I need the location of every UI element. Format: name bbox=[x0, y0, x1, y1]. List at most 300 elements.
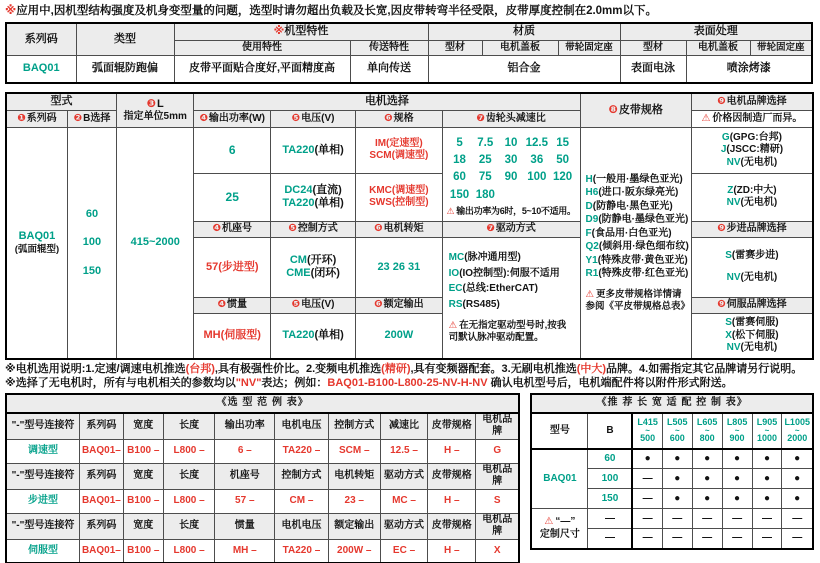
use-feature-header: 使用特性 bbox=[174, 40, 350, 55]
b-col-label: B选择 bbox=[83, 112, 111, 124]
th: 电机转矩 bbox=[328, 463, 380, 489]
voltage-value: TA220 bbox=[282, 143, 315, 156]
servo-brand-header bbox=[691, 297, 813, 313]
b-value: 60 bbox=[85, 207, 99, 220]
th: 系列码 bbox=[79, 413, 123, 440]
fit-mark: — bbox=[752, 509, 782, 529]
series-col-header bbox=[6, 110, 67, 127]
th-connector: "-"型号连接符 bbox=[6, 463, 79, 489]
profile2-header: 型材 bbox=[620, 40, 686, 55]
drive-code: MC bbox=[448, 252, 465, 264]
fit-mark: ● bbox=[752, 449, 782, 469]
belt-desc: (倾斜用·绿色细布纹) bbox=[598, 241, 689, 253]
spec-value: IM(定速型) bbox=[374, 137, 423, 149]
belt-code: Y1 bbox=[585, 254, 598, 266]
fit-mark: ● bbox=[782, 469, 813, 489]
surface-header: 表面处理 bbox=[620, 23, 812, 40]
drive-warning-text: 在无指定驱动型号时,按我司默认脉冲驱动配置。 bbox=[448, 320, 567, 344]
brand-desc: (无电机) bbox=[740, 271, 778, 283]
base-value-cell: 57(步进型) bbox=[194, 237, 271, 297]
belt-item bbox=[586, 268, 689, 281]
ratio: 90 bbox=[504, 171, 518, 184]
th-connector: "-"型号连接符 bbox=[6, 513, 79, 539]
drive-warning bbox=[445, 320, 578, 344]
series-code-value: BAQ01 bbox=[6, 55, 76, 83]
torque-col-label: 电机转矩 bbox=[383, 223, 424, 235]
fit-mark: ● bbox=[722, 449, 752, 469]
series-cell bbox=[6, 127, 67, 359]
num-1-badge: ❶ bbox=[17, 112, 26, 124]
rated-out-col-label: 额定输出 bbox=[383, 299, 424, 311]
use-feature-value: 皮带平面贴合度好,平面精度高 bbox=[174, 55, 350, 83]
brand-item bbox=[694, 272, 810, 285]
servo-brand-cell bbox=[691, 313, 813, 359]
feature-label: 机型特性 bbox=[284, 25, 329, 38]
brand-item bbox=[694, 330, 810, 343]
ctrl-code: CME bbox=[286, 267, 311, 280]
drive-code: EC bbox=[448, 283, 463, 295]
belt-code: F bbox=[585, 227, 592, 239]
brand-item bbox=[694, 132, 810, 145]
brand-desc: (雷赛伺服) bbox=[731, 317, 779, 329]
material-value: 铝合金 bbox=[428, 55, 620, 83]
l-range-bottom: 500 bbox=[640, 432, 656, 443]
voltage-cell-3 bbox=[271, 313, 356, 359]
fit-mark: ● bbox=[692, 469, 722, 489]
power-25-cell: 25 bbox=[194, 173, 271, 221]
th: 皮带规格 bbox=[428, 513, 476, 539]
th: 控制方式 bbox=[328, 413, 380, 440]
fit-mark: — bbox=[632, 509, 662, 529]
th: 驱动方式 bbox=[380, 513, 428, 539]
belt-code: Q2 bbox=[585, 241, 599, 253]
ratio: 30 bbox=[504, 154, 518, 166]
model-part: CM – bbox=[275, 489, 329, 513]
paint-value: 喷涂烤漆 bbox=[686, 55, 812, 83]
note-seg: ※电机选用说明:1.定速/调速电机推选 bbox=[5, 363, 186, 376]
cover2-header: 电机盖板 bbox=[686, 40, 750, 55]
inertia-col-label: 惯量 bbox=[226, 299, 247, 311]
model-part: EC – bbox=[380, 539, 428, 563]
num-7-badge: ❼ bbox=[486, 223, 495, 235]
fit-l-header bbox=[662, 413, 692, 449]
model-part: BAQ01– bbox=[79, 489, 123, 513]
brand-code: J bbox=[720, 144, 727, 156]
belt-desc: (特殊皮带·红色亚光) bbox=[598, 268, 689, 280]
fit-mark: — bbox=[692, 529, 722, 549]
brand-code: NV bbox=[726, 197, 741, 209]
num-2-badge: ❷ bbox=[73, 112, 83, 124]
th: 驱动方式 bbox=[380, 463, 428, 489]
length-header bbox=[117, 93, 194, 127]
drive-col-label: 驱动方式 bbox=[495, 223, 536, 235]
fit-mark: — bbox=[662, 529, 692, 549]
th: 系列码 bbox=[79, 463, 123, 489]
l-range-bottom: 1000 bbox=[756, 432, 777, 443]
voltage-col-header bbox=[271, 110, 356, 127]
l-range-bottom: 600 bbox=[669, 432, 685, 443]
ratio: 12.5 bbox=[525, 136, 549, 149]
model-part: MH – bbox=[215, 539, 275, 563]
fit-mark: — bbox=[662, 509, 692, 529]
belt-code: D bbox=[585, 200, 593, 212]
brand-desc: (雷赛步进) bbox=[731, 250, 779, 262]
note-seg-red: BAQ01-B100-L800-25-NV-H-NV bbox=[327, 377, 488, 390]
model-part: S bbox=[476, 489, 520, 513]
brand-item bbox=[694, 317, 810, 330]
torque-value-cell: 23 26 31 bbox=[356, 237, 443, 297]
belt-spec-cell bbox=[580, 127, 691, 359]
fit-b-value: — bbox=[588, 509, 632, 529]
th: 皮带规格 bbox=[428, 413, 476, 440]
belt-desc: (防静电·墨绿色亚光) bbox=[598, 214, 689, 226]
th: 机座号 bbox=[215, 463, 275, 489]
brand-desc: (无电机) bbox=[740, 342, 778, 354]
brand-desc: (ZD:中大) bbox=[733, 184, 777, 196]
voltage-value: TA220 bbox=[282, 329, 315, 342]
model-part: H – bbox=[428, 489, 476, 513]
fit-b-value: 150 bbox=[588, 489, 632, 509]
step-brand-cell bbox=[691, 237, 813, 297]
spec-cell-1 bbox=[356, 127, 443, 173]
type-header: 类型 bbox=[76, 23, 174, 55]
brand-item bbox=[694, 185, 810, 198]
model-type: 伺服型 bbox=[6, 539, 79, 563]
spec-value: SCM(调速型) bbox=[369, 150, 429, 162]
drive-col-header bbox=[442, 221, 580, 237]
voltage-desc: (单相) bbox=[314, 329, 344, 342]
brand-code: S bbox=[725, 250, 732, 262]
brand-desc: (GPG:台邦) bbox=[729, 131, 782, 143]
voltage-cell-2 bbox=[271, 173, 356, 221]
ratio: 5 bbox=[456, 136, 463, 149]
l-range-sep: ~ bbox=[674, 426, 680, 436]
note-seg: ※选择了无电机时，所有与电机相关的参数均以 bbox=[5, 377, 236, 390]
ratio: 36 bbox=[530, 154, 544, 166]
gear-ratio-cell bbox=[442, 127, 580, 221]
num-4-badge: ❹ bbox=[212, 223, 221, 235]
th-connector: "-"型号连接符 bbox=[6, 413, 79, 440]
voltage-desc: (直流) bbox=[312, 183, 342, 196]
belt-item bbox=[586, 241, 689, 254]
drive-item bbox=[449, 299, 578, 312]
fit-mark: — bbox=[722, 529, 752, 549]
th: 减速比 bbox=[380, 413, 428, 440]
warning-icon: ⚠ bbox=[701, 112, 711, 124]
ratio: 60 bbox=[453, 171, 466, 184]
voltage-col-label: 电压(V) bbox=[301, 112, 335, 124]
ratio: 25 bbox=[478, 154, 492, 166]
fit-table-title: 《推 荐 长 宽 适 配 控 制 表》 bbox=[531, 394, 813, 413]
b-col-header bbox=[67, 110, 116, 127]
spec-col-label: 规格 bbox=[393, 112, 414, 124]
model-part: H – bbox=[428, 539, 476, 563]
servo-brand-label: 伺服品牌选择 bbox=[726, 299, 787, 311]
brand-group-1 bbox=[691, 127, 813, 173]
brand-code: NV bbox=[726, 271, 741, 283]
th: 长度 bbox=[163, 463, 215, 489]
fit-mark: — bbox=[722, 509, 752, 529]
num-9-badge: ❾ bbox=[717, 95, 726, 107]
ratio-warning-text: 输出功率为6时，5~10不适用。 bbox=[456, 205, 576, 216]
brand-code: NV bbox=[726, 342, 741, 354]
brand-desc: (JSCC:精研) bbox=[726, 144, 784, 156]
brand-item bbox=[694, 250, 810, 263]
num-6-badge: ❻ bbox=[374, 299, 383, 311]
motor-select-header: 电机选择 bbox=[194, 93, 580, 110]
model-part: L800 – bbox=[163, 539, 215, 563]
drive-code: IO bbox=[448, 267, 460, 279]
num-9-badge: ❾ bbox=[717, 299, 726, 311]
l-range-sep: ~ bbox=[764, 426, 770, 436]
fit-b-value: 100 bbox=[588, 469, 632, 489]
belt-spec-header bbox=[580, 93, 691, 127]
th: 惯量 bbox=[215, 513, 275, 539]
l-range-sep: ~ bbox=[794, 426, 800, 436]
ratio: 150 bbox=[449, 188, 470, 201]
th: 宽度 bbox=[123, 413, 163, 440]
b-select-cell bbox=[67, 127, 116, 359]
note-seg: 表达；例如： bbox=[261, 377, 328, 390]
fit-mark: — bbox=[692, 509, 722, 529]
drive-item bbox=[449, 268, 578, 281]
num-4-badge: ❹ bbox=[199, 112, 208, 124]
note-motor-selection bbox=[5, 363, 814, 377]
fit-l-header bbox=[782, 413, 813, 449]
fit-l-header bbox=[722, 413, 752, 449]
model-part: H – bbox=[428, 439, 476, 463]
selection-table bbox=[5, 92, 814, 360]
model-part: TA220 – bbox=[275, 439, 329, 463]
brand-price-warning bbox=[691, 110, 813, 127]
voltage-item bbox=[273, 197, 353, 211]
brand-desc: (无电机) bbox=[740, 197, 778, 209]
model-part: B100 – bbox=[123, 439, 163, 463]
model-part: TA220 – bbox=[275, 539, 329, 563]
motor-brand-header bbox=[691, 93, 813, 110]
ratio-warning bbox=[445, 206, 578, 217]
model-part: SCM – bbox=[328, 439, 380, 463]
fit-mark: ● bbox=[692, 489, 722, 509]
machine-feature-header bbox=[174, 23, 428, 40]
brand-price-warning-text: 价格因制造厂而异。 bbox=[712, 112, 803, 124]
fit-mark: ● bbox=[662, 489, 692, 509]
base-col-header bbox=[194, 221, 271, 237]
belt-code: H6 bbox=[585, 187, 599, 199]
drive-item bbox=[449, 252, 578, 265]
num-5-badge: ❺ bbox=[288, 223, 297, 235]
brand-code: NV bbox=[726, 156, 741, 168]
transfer-feature-header: 传送特性 bbox=[350, 40, 428, 55]
fit-mark: — bbox=[752, 529, 782, 549]
l-range-top: L505 bbox=[667, 417, 688, 428]
brand-code: S bbox=[725, 317, 732, 329]
drive-mode-cell bbox=[442, 237, 580, 359]
belt-item bbox=[586, 255, 688, 268]
material-header: 材质 bbox=[428, 23, 620, 40]
warning-icon: ⚠ bbox=[585, 288, 595, 300]
fit-b-value: — bbox=[588, 529, 632, 549]
belt-item bbox=[586, 187, 679, 200]
fit-mark: ● bbox=[782, 489, 813, 509]
th: 额定输出 bbox=[328, 513, 380, 539]
fit-mark: ● bbox=[632, 449, 662, 469]
custom-dash: “—” bbox=[555, 516, 576, 528]
ratio: 100 bbox=[527, 171, 547, 184]
model-part: G bbox=[476, 439, 520, 463]
ctrl-value-cell bbox=[271, 237, 356, 297]
belt-desc: (进口·阪东绿亮光) bbox=[598, 187, 679, 199]
note-seg: ,具有极强性价比。2.变频电机推选 bbox=[214, 363, 382, 376]
drive-code: RS bbox=[448, 298, 463, 310]
drive-desc: (脉冲通用型) bbox=[464, 252, 521, 264]
ctrl-code: CM bbox=[289, 253, 307, 266]
model-part: L800 – bbox=[163, 439, 215, 463]
spec-cell-2 bbox=[356, 173, 443, 221]
note-nv bbox=[5, 377, 814, 391]
th: 皮带规格 bbox=[428, 463, 476, 489]
surface-value: 表面电泳 bbox=[620, 55, 686, 83]
ratio: 75 bbox=[478, 171, 492, 184]
note-top-text: 应用中,因机型结构强度及机身变型量的问题，选型时请勿超出负载及长宽,因皮带转弯半径受限，皮带厚度控制在2.0mm以下。 bbox=[16, 5, 658, 17]
fit-mark: — bbox=[782, 509, 813, 529]
belt-desc: (防静电·黑色亚光) bbox=[592, 200, 673, 212]
th: 系列码 bbox=[79, 513, 123, 539]
example-table-title: 《选 型 范 例 表》 bbox=[6, 394, 519, 413]
ratio: 180 bbox=[475, 188, 495, 201]
note-seg-red: (中大) bbox=[576, 363, 607, 376]
th: 电机品牌 bbox=[476, 463, 520, 489]
fit-mark: ● bbox=[722, 489, 752, 509]
th: 电机电压 bbox=[275, 513, 329, 539]
fit-b-header: B bbox=[588, 413, 632, 449]
brand-desc: (无电机) bbox=[740, 156, 778, 168]
fit-mark: — bbox=[632, 529, 662, 549]
num-7-badge: ❼ bbox=[476, 112, 485, 124]
note-seg: 确认电机型号后，电机端配件将以附件形式附送。 bbox=[487, 377, 733, 390]
th: 电机电压 bbox=[275, 413, 329, 440]
voltage2-col-header bbox=[271, 297, 356, 313]
voltage-desc: (单相) bbox=[314, 143, 344, 156]
l-range-top: L1005 bbox=[784, 417, 810, 428]
l-range-top: L905 bbox=[756, 417, 778, 428]
fit-mark: ● bbox=[662, 469, 692, 489]
overview-table bbox=[5, 22, 813, 84]
warning-icon: ⚠ bbox=[448, 320, 458, 332]
fit-l-header bbox=[692, 413, 722, 449]
power-6-cell: 6 bbox=[194, 127, 271, 173]
ratio: 18 bbox=[453, 154, 466, 166]
brand-item bbox=[694, 144, 810, 157]
model-type: 步进型 bbox=[6, 489, 79, 513]
warning-icon: ⚠ bbox=[446, 205, 455, 216]
ctrl-item bbox=[273, 267, 353, 281]
model-part: 12.5 – bbox=[380, 439, 428, 463]
ratio: 10 bbox=[504, 136, 518, 149]
fit-mark: ● bbox=[752, 489, 782, 509]
num-3-badge: ❸ bbox=[146, 97, 157, 110]
step-brand-label: 步进品牌选择 bbox=[726, 223, 787, 235]
num-5-badge: ❺ bbox=[291, 112, 301, 124]
profile-header: 型材 bbox=[428, 40, 482, 55]
type-value: 弧面辊防跑偏 bbox=[76, 55, 174, 83]
torque-col-header bbox=[356, 221, 443, 237]
model-part: 23 – bbox=[328, 489, 380, 513]
model-part: 6 – bbox=[215, 439, 275, 463]
brand-item bbox=[694, 197, 810, 210]
l-range-bottom: 2000 bbox=[787, 432, 808, 443]
fit-mark: ● bbox=[692, 449, 722, 469]
length-label: L bbox=[157, 97, 164, 110]
belt-code: R1 bbox=[585, 268, 599, 280]
spec-col-header bbox=[356, 110, 443, 127]
brand-group-2 bbox=[691, 173, 813, 221]
model-part: B100 – bbox=[123, 489, 163, 513]
th: 长度 bbox=[163, 513, 215, 539]
power-col-header bbox=[194, 110, 271, 127]
series-sub-value: (弧面辊型) bbox=[14, 244, 60, 256]
model-part: BAQ01– bbox=[79, 539, 123, 563]
size-fit-table bbox=[530, 393, 814, 550]
belt-item bbox=[586, 214, 689, 227]
num-8-badge: ❽ bbox=[608, 103, 618, 116]
fit-mark: ● bbox=[722, 469, 752, 489]
num-5-badge: ❺ bbox=[291, 299, 301, 311]
drive-desc: (总线:EtherCAT) bbox=[462, 283, 538, 295]
model-part: L800 – bbox=[163, 489, 215, 513]
voltage-value: TA220 bbox=[282, 197, 315, 210]
l-range-top: L415 bbox=[637, 417, 658, 428]
model-part: B100 – bbox=[123, 539, 163, 563]
rated-out-cell: 200W bbox=[356, 313, 443, 359]
l-range-top: L805 bbox=[726, 417, 748, 428]
length-range-cell: 415~2000 bbox=[117, 127, 194, 359]
belt-desc: (一般用·墨绿色亚光) bbox=[592, 173, 683, 185]
spec-value: KMC(调速型) bbox=[369, 184, 429, 196]
shape-header: 型式 bbox=[6, 93, 117, 110]
note-seg-red: "NV" bbox=[235, 377, 262, 390]
ctrl-desc: (开环) bbox=[306, 253, 337, 266]
note-top-star: ※ bbox=[5, 5, 17, 17]
ratio: 7.5 bbox=[477, 136, 494, 149]
seat-header: 带轮固定座 bbox=[558, 40, 620, 55]
b-value: 100 bbox=[82, 236, 102, 249]
voltage-item bbox=[273, 184, 353, 198]
series-value: BAQ01 bbox=[18, 230, 56, 243]
model-part: BAQ01– bbox=[79, 439, 123, 463]
model-part: 200W – bbox=[328, 539, 380, 563]
ctrl-desc: (闭环) bbox=[310, 267, 340, 280]
l-range-sep: ~ bbox=[734, 426, 740, 436]
note-seg-red: (精研) bbox=[381, 363, 411, 376]
th: 宽度 bbox=[123, 513, 163, 539]
voltage2-col-label: 电压(V) bbox=[301, 299, 335, 311]
fit-mark: ● bbox=[782, 449, 813, 469]
inertia-value-cell: MH(伺服型) bbox=[194, 313, 271, 359]
length-unit-label: 指定单位5mm bbox=[123, 111, 187, 123]
fit-custom-note bbox=[531, 509, 588, 549]
note-seg: ,具有变频器配套。3.无刷电机推选 bbox=[410, 363, 577, 376]
gear-ratio-grid bbox=[445, 132, 578, 204]
num-9-badge: ❾ bbox=[717, 223, 726, 235]
th: 电机品牌 bbox=[476, 513, 520, 539]
inertia-col-header bbox=[194, 297, 271, 313]
ratio: 50 bbox=[556, 154, 569, 166]
warning-icon: ⚠ bbox=[544, 516, 554, 528]
drive-desc: (IO控制型):伺服不适用 bbox=[459, 267, 560, 279]
belt-item bbox=[586, 201, 673, 214]
num-4-badge: ❹ bbox=[217, 299, 226, 311]
